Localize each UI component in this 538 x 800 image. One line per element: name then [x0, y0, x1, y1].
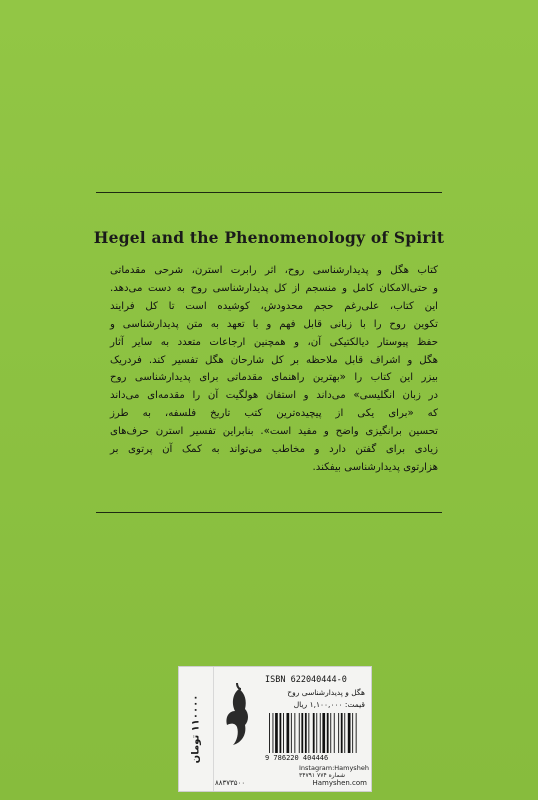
top-divider — [96, 192, 442, 193]
barcode-bar — [356, 713, 357, 753]
publisher-footer — [215, 779, 367, 787]
price-vertical: ۱۱۰۰۰۰ تومان — [190, 694, 202, 764]
publisher-website: Hamyshen.com — [312, 779, 367, 787]
barcode-bar — [322, 713, 325, 753]
blurb-line: هزارتوی پدیدارشناسی بیفکند. — [312, 461, 438, 473]
barcode-bar — [352, 713, 353, 753]
barcode-bar — [305, 713, 307, 753]
barcode-bar — [327, 713, 329, 753]
barcode-bar — [280, 713, 282, 753]
blurb-line: هگل و اشراف قابل ملاحظه بر کل شارحان هگل تفسیر کند. فردریک — [110, 354, 438, 366]
barcode-bar — [316, 713, 317, 753]
barcode-bar — [341, 713, 343, 753]
english-title: Hegel and the Phenomenology of Spirit — [93, 228, 445, 247]
isbn-number: ISBN 622040444-0 — [265, 675, 347, 685]
blurb-line: حفظ پیوستار دیالکتیکی آن، و همچنین ارجاعات متعدد به سایر آثار — [110, 336, 438, 348]
barcode-bar — [287, 713, 290, 753]
isbn-book-title: هگل و پدیدارشناسی روح — [287, 688, 365, 697]
blurb-line: این کتاب، علی‌رغم حجم محدودش، کوشیده است تا کل فرایند — [110, 300, 438, 312]
barcode-bar — [330, 713, 331, 753]
barcode-bar — [313, 713, 315, 753]
instagram-handle: Instagram:Hamysheh — [299, 764, 369, 772]
barcode-bar — [273, 713, 274, 753]
barcode-bar — [291, 713, 292, 753]
barcode-bar — [283, 713, 284, 753]
barcode-digits: 9 786220 404446 — [265, 754, 329, 762]
barcode-bar — [320, 713, 321, 753]
barcode-bar — [334, 713, 335, 753]
blurb-line: تحسین برانگیزی واضح و مفید است». بنابراین تفسیر استرن حرف‌های — [110, 426, 438, 438]
blurb-line: که «برای یکی از پیچیده‌ترین کتب تاریخ فلسفه، به طرز — [110, 408, 438, 420]
blurb-line: در زبان انگلیسی» می‌داند و استفان هولگیت آن را مقدمه‌ای می‌داند — [110, 390, 438, 402]
barcode-bar — [299, 713, 300, 753]
barcode-box — [178, 666, 372, 792]
barcode-bar — [301, 713, 303, 753]
barcode-bar — [348, 713, 351, 753]
barcode-bar — [294, 713, 295, 753]
price-strip — [179, 667, 214, 791]
barcode-bar — [269, 713, 270, 753]
barcode-bar — [344, 713, 345, 753]
publisher-phone: ۸۸۳۷۳۵۰۰ — [215, 779, 246, 787]
barcode-bar — [275, 713, 278, 753]
isbn-price: قیمت: ۱,۱۰۰,۰۰۰ ریال — [293, 700, 365, 709]
blurb-line: بیزر این کتاب را «بهترین راهنمای مقدماتی برای پدیدارشناسی روح — [110, 372, 438, 384]
bottom-divider — [96, 512, 442, 513]
blurb-line: و حتی‌الامکان کامل و منسجم از کل پدیدارشناسی روح به دست می‌دهد. — [110, 282, 438, 294]
blurb-line: تکوین روح را با زبانی قابل فهم و با تعهد به متن پدیدارشناسی و — [110, 318, 438, 330]
blurb-line: کتاب هگل و پدیدارشناسی روح، اثر رابرت استرن، شرحی مقدماتی — [110, 265, 438, 276]
blurb-line: زیادی برای گفتن دارد و مخاطب می‌تواند به کمک آن پرتوی بر — [110, 444, 438, 456]
barcode-image — [269, 713, 365, 753]
barcode-bar — [308, 713, 309, 753]
barcode-bar — [338, 713, 339, 753]
persian-blurb — [110, 262, 438, 477]
publisher-logo-icon — [215, 675, 257, 755]
serial-line: شماره ۷۷۴ ۳۴۷۹۱ — [299, 772, 345, 779]
